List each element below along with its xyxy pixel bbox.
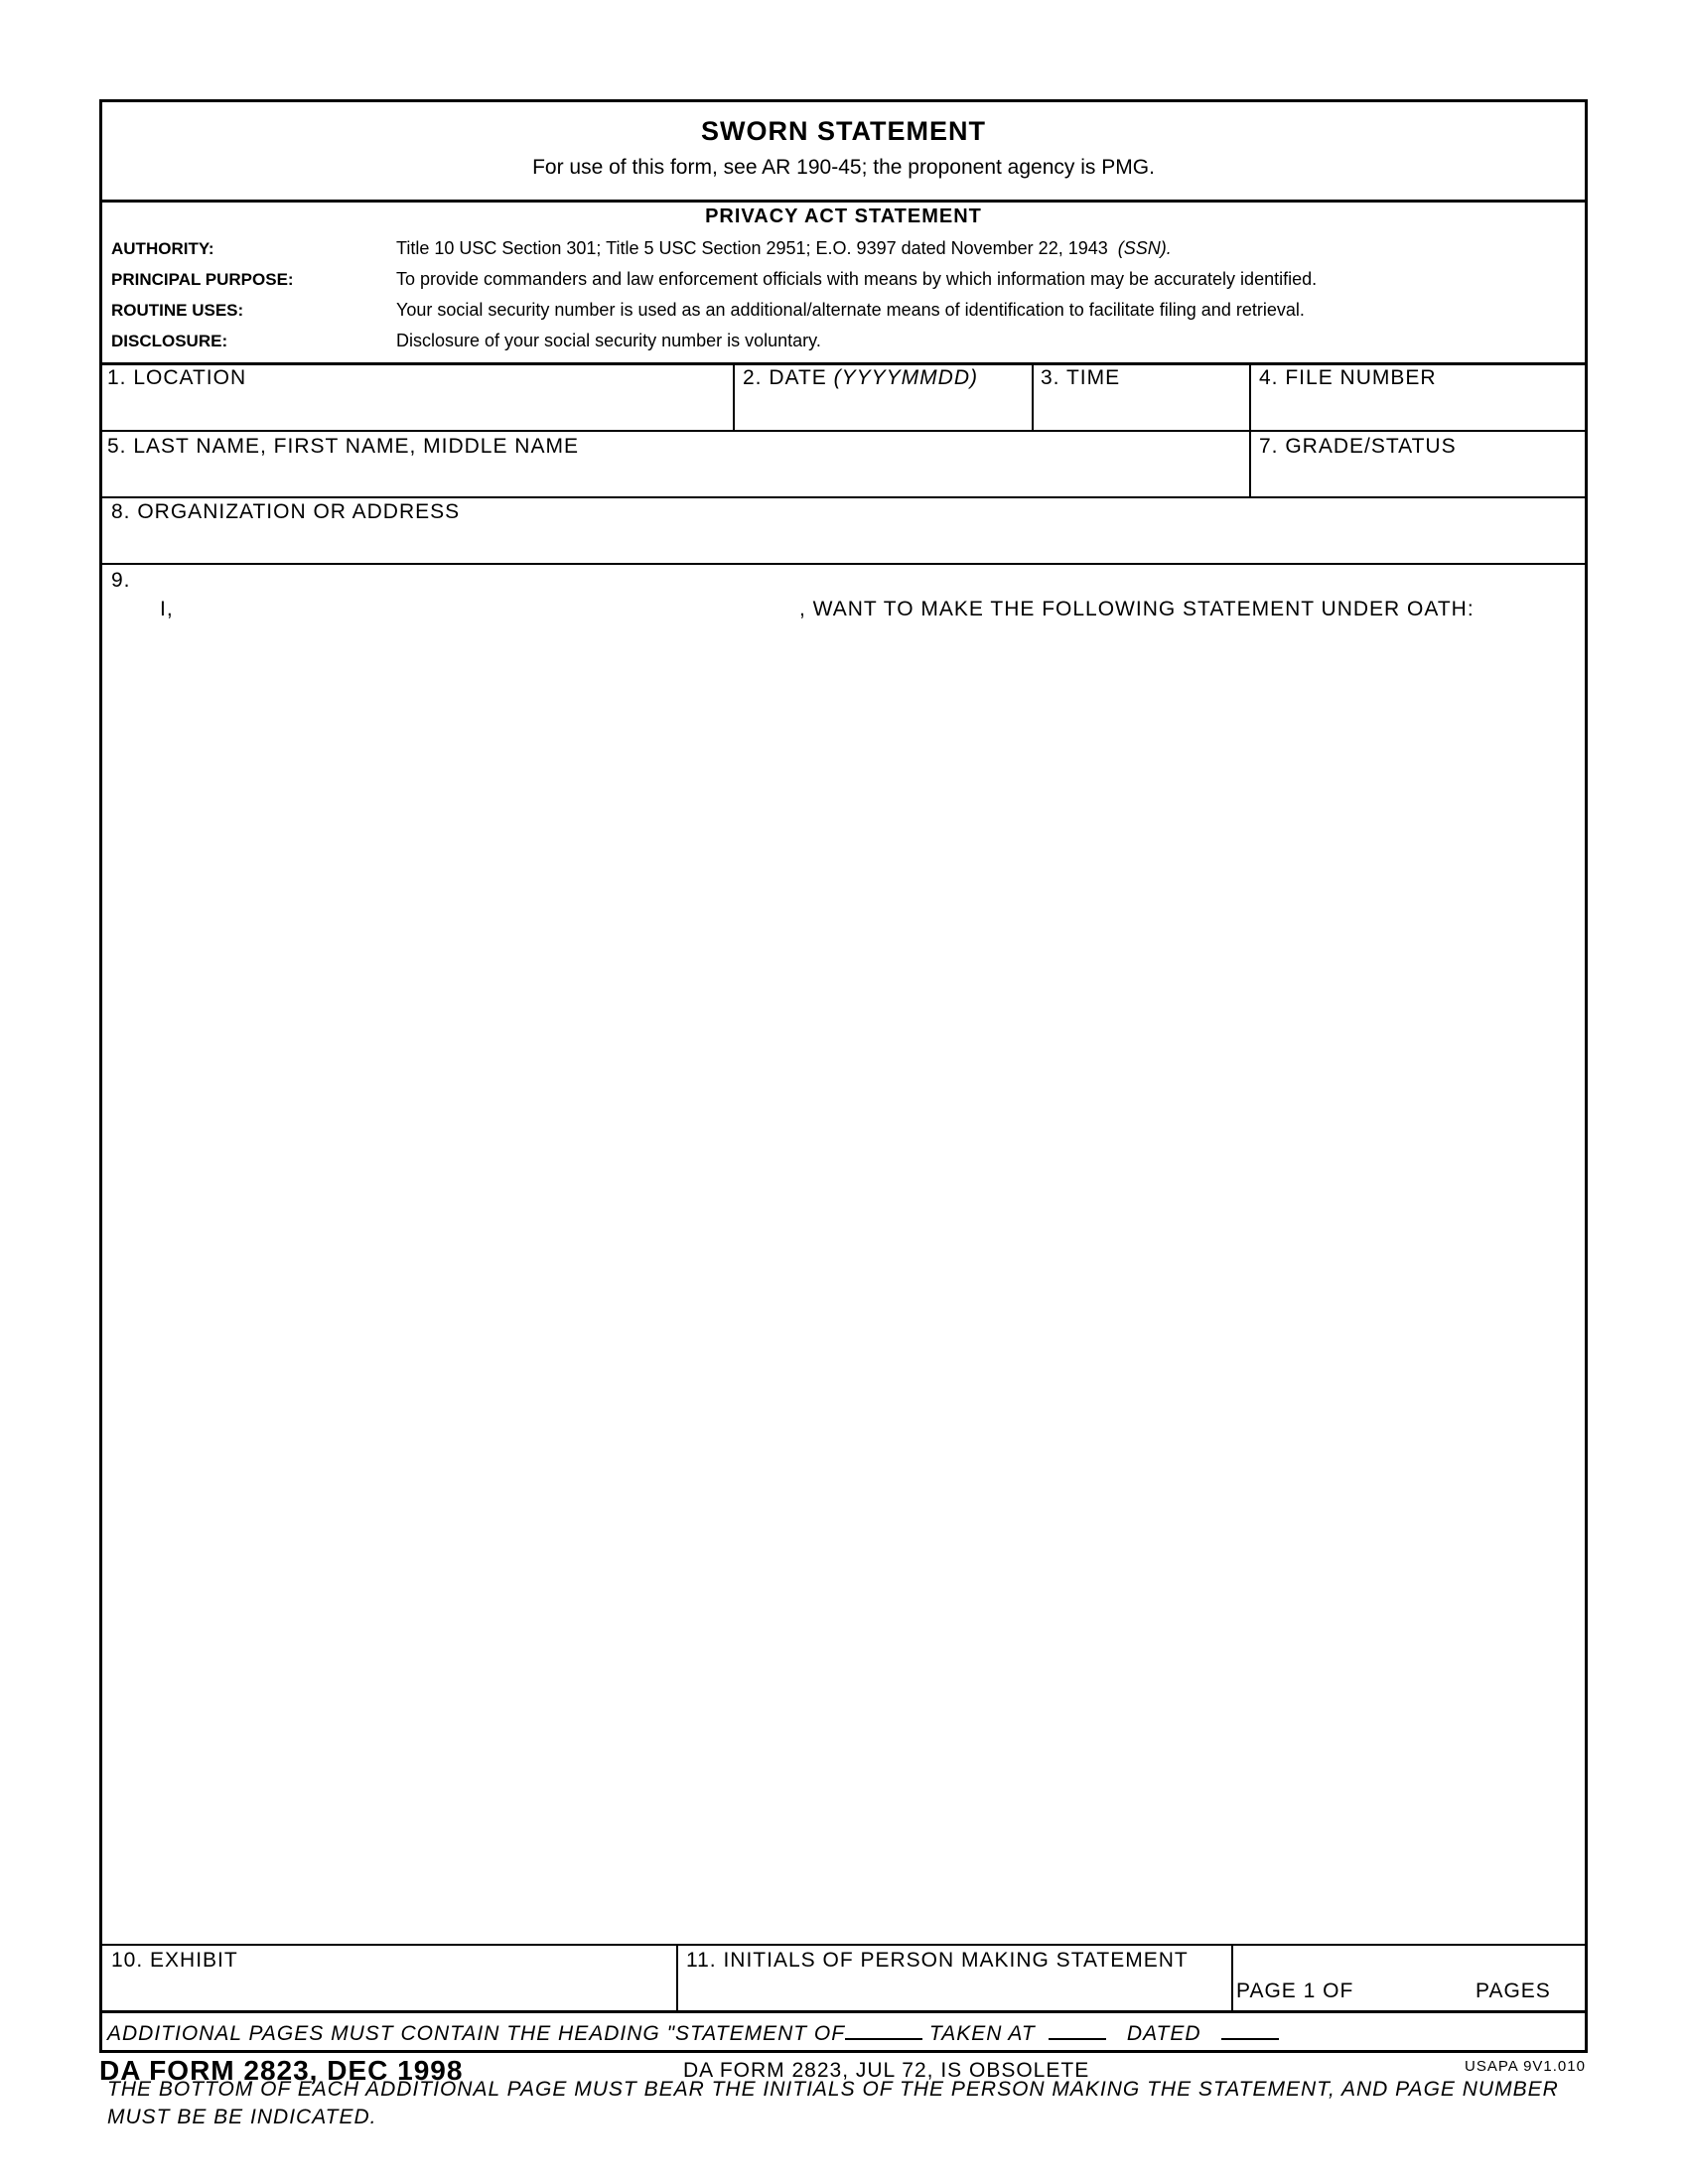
divider-date [1032, 364, 1034, 431]
routine-uses-label: ROUTINE USES: [111, 301, 244, 320]
divider-privacy [102, 362, 1585, 365]
divider-row1 [102, 430, 1585, 432]
time-field[interactable] [1036, 398, 1244, 430]
divider-exhibit-row [102, 2010, 1585, 2013]
dated-text: DATED [1126, 2022, 1201, 2045]
organization-field[interactable] [105, 531, 1583, 563]
location-field[interactable] [105, 398, 831, 430]
date-field[interactable] [738, 398, 1026, 430]
time-label: 3. TIME [1041, 366, 1121, 389]
dated-blank [1221, 2020, 1279, 2040]
authority-label: AUTHORITY: [111, 239, 214, 258]
divider-header [102, 200, 1585, 203]
exhibit-field[interactable] [105, 1979, 671, 2008]
obsolete-note: DA FORM 2823, JUL 72, IS OBSOLETE [683, 2059, 1090, 2082]
statement-text-area[interactable] [112, 638, 1580, 1939]
date-format: (YYYYMMDD) [833, 366, 978, 389]
privacy-act-title: PRIVACY ACT STATEMENT [705, 205, 982, 227]
pages-label: PAGES [1476, 1979, 1551, 2002]
form-title: SWORN STATEMENT [701, 116, 986, 146]
file-number-field[interactable] [1254, 398, 1582, 430]
exhibit-label: 10. EXHIBIT [111, 1949, 238, 1972]
statement-name-field[interactable] [182, 593, 892, 624]
statement-of-blank [845, 2020, 922, 2040]
grade-status-label: 7. GRADE/STATUS [1259, 435, 1457, 458]
authority-text [396, 238, 1172, 259]
additional-pages-note [107, 2020, 1279, 2046]
divider-statement [102, 1944, 1585, 1946]
form-subtitle: For use of this form, see AR 190-45; the proponent agency is PMG. [532, 156, 1155, 179]
bottom-note-line1: THE BOTTOM OF EACH ADDITIONAL PAGE MUST BEAR THE INITIALS OF THE PERSON MAKING THE STATEMENT, AND PAGE NUMBER [107, 2078, 1559, 2101]
file-number-label: 4. FILE NUMBER [1259, 366, 1437, 389]
initials-label: 11. INITIALS OF PERSON MAKING STATEMENT [686, 1949, 1189, 1972]
divider-row2 [102, 496, 1585, 498]
authority-citation: Title 10 USC Section 301; Title 5 USC Section 2951; E.O. 9397 dated November 22, 1943 [396, 238, 1108, 258]
organization-label: 8. ORGANIZATION OR ADDRESS [111, 500, 461, 523]
name-label: 5. LAST NAME, FIRST NAME, MIDDLE NAME [107, 435, 579, 458]
divider-location [733, 364, 735, 431]
divider-exhibit [676, 1945, 678, 2011]
date-label-text: 2. DATE [743, 366, 827, 389]
principal-purpose-text: To provide commanders and law enforcement officials with means by which information may be accurately identified. [396, 269, 1318, 289]
form-id: DA FORM 2823, DEC 1998 [99, 2055, 464, 2086]
date-label [743, 366, 978, 390]
disclosure-text: Disclosure of your social security number is voluntary. [396, 331, 821, 350]
bottom-note-line2: MUST BE BE INDICATED. [107, 2106, 377, 2128]
location-label: 1. LOCATION [107, 366, 247, 389]
disclosure-label: DISCLOSURE: [111, 332, 228, 350]
heading-note-text: ADDITIONAL PAGES MUST CONTAIN THE HEADING "STATEMENT OF [107, 2022, 846, 2045]
taken-at-blank [1049, 2020, 1106, 2040]
usapa-code: USAPA 9V1.010 [1465, 2058, 1586, 2075]
page-count-field[interactable] [1355, 1975, 1465, 2004]
authority-ssn: (SSN). [1117, 238, 1172, 258]
routine-uses-text: Your social security number is used as an additional/alternate means of identification to facilitate filing and retrieval. [396, 300, 1305, 320]
statement-i-label: I, [160, 598, 174, 620]
statement-oath-text: , WANT TO MAKE THE FOLLOWING STATEMENT UNDER OATH: [799, 598, 1475, 620]
divider-initials [1231, 1945, 1233, 2011]
divider-row3 [102, 563, 1585, 565]
principal-purpose-label: PRINCIPAL PURPOSE: [111, 270, 294, 289]
grade-status-field[interactable] [1254, 465, 1582, 496]
taken-at-text: TAKEN AT [928, 2022, 1036, 2045]
initials-field[interactable] [682, 1979, 1179, 2008]
statement-number: 9. [111, 569, 131, 592]
page-of-label: PAGE 1 OF [1236, 1979, 1354, 2002]
name-field[interactable] [105, 465, 1245, 496]
